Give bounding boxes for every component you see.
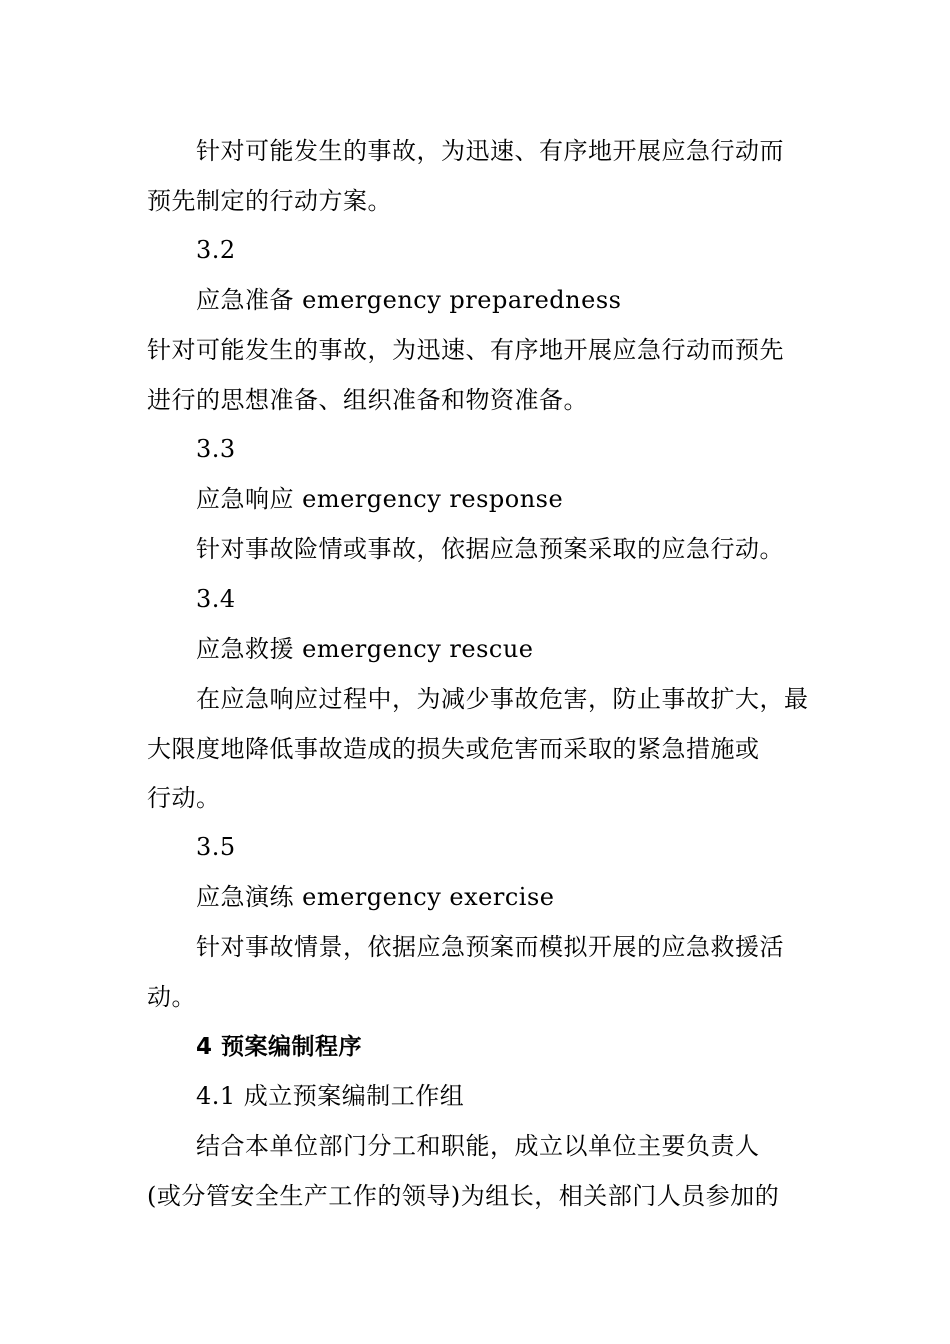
definition-text: 针对可能发生的事故，为迅速、有序地开展应急行动而 <box>196 137 784 165</box>
definition-text: 大限度地降低事故造成的损失或危害而采取的紧急措施或 <box>147 735 760 763</box>
definition-text: 在应急响应过程中，为减少事故危害，防止事故扩大，最 <box>196 685 809 713</box>
section-number: 3.4 <box>196 585 236 613</box>
definition-text: 预先制定的行动方案。 <box>147 187 392 215</box>
term-heading: 应急准备 emergency preparedness <box>196 286 622 314</box>
section-number: 3.5 <box>196 833 236 861</box>
section-heading: 4 预案编制程序 <box>196 1034 363 1060</box>
definition-text: 针对事故情景，依据应急预案而模拟开展的应急救援活 <box>196 933 784 961</box>
subsection-heading: 4.1 成立预案编制工作组 <box>196 1082 465 1110</box>
body-text: 结合本单位部门分工和职能，成立以单位主要负责人 <box>196 1132 760 1160</box>
definition-text: 动。 <box>147 983 196 1011</box>
term-heading: 应急救援 emergency rescue <box>196 635 534 663</box>
body-text: (或分管安全生产工作的领导)为组长，相关部门人员参加的 <box>147 1182 780 1210</box>
definition-text: 针对可能发生的事故，为迅速、有序地开展应急行动而预先 <box>147 336 784 364</box>
section-number: 3.2 <box>196 236 236 264</box>
term-heading: 应急演练 emergency exercise <box>196 883 555 911</box>
section-number: 3.3 <box>196 435 236 463</box>
definition-text: 针对事故险情或事故，依据应急预案采取的应急行动。 <box>196 535 784 563</box>
term-heading: 应急响应 emergency response <box>196 485 564 513</box>
definition-text: 进行的思想准备、组织准备和物资准备。 <box>147 386 588 414</box>
definition-text: 行动。 <box>147 784 221 812</box>
